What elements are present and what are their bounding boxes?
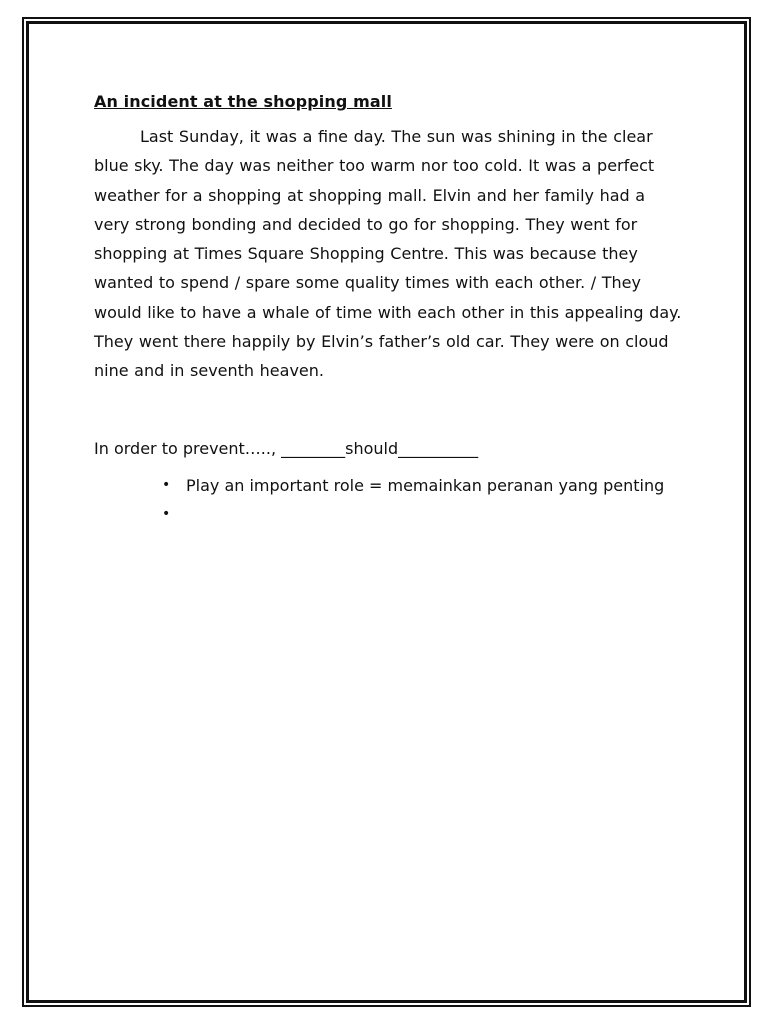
bullet-item <box>162 500 684 529</box>
document-title: An incident at the shopping mall <box>94 92 392 111</box>
fill-in-prompt: In order to prevent….., ________should__________ <box>94 438 479 458</box>
document-content <box>94 88 684 529</box>
bullet-dot-icon: • <box>162 505 171 522</box>
bullet-list <box>94 471 684 529</box>
bullet-item <box>162 471 684 500</box>
story-paragraph: Last Sunday, it was a fine day. The sun was shining in the clear blue sky. The day was neither too warm nor too cold. It was a perfect weather for a shopping at shopping mall. Elvin and her family had a very strong bonding and decided to go for shopping. They went for shopping at Times Square Shopping Centre. This was because they wanted to spend / spare some quality times with each other. / They would like to have a whale of time with each other in this appealing day. They went there happily by Elvin’s father’s old car. They were on cloud nine and in seventh heaven. <box>94 127 682 381</box>
bullet-item-text: Play an important role = memainkan peranan yang penting <box>186 475 665 495</box>
bullet-dot-icon: • <box>162 476 171 493</box>
